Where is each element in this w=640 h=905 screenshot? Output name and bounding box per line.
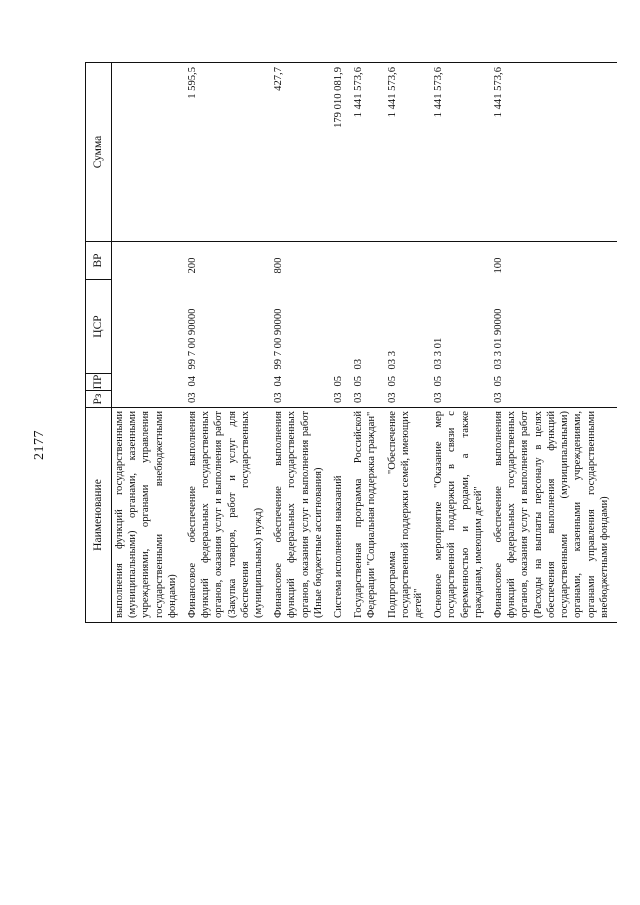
- table-row: [351, 63, 384, 623]
- row-vr: [385, 242, 432, 280]
- row-pr: 05: [433, 375, 445, 387]
- row-csr: 03 3 01: [433, 337, 445, 370]
- table-row: [385, 63, 432, 623]
- row-rz: 03: [493, 392, 505, 403]
- header-rz: Рз: [86, 391, 112, 408]
- row-name: Финансовое обеспечение выполнения функций федеральных государственных органов, оказания услуг и выполнения работ (Расходы на выплаты персоналу в целях обеспечения выполнения функций государственными (муниципальными) органами, казенными учреждениями, органами управления государственными внебюджетными фондами): [491, 408, 617, 623]
- row-rz: 03: [187, 392, 199, 403]
- row-csr: [112, 280, 186, 374]
- row-csr: 03: [353, 358, 365, 370]
- budget-table-rotated: [85, 63, 610, 623]
- row-sum: [112, 63, 186, 242]
- row-name: Подпрограмма "Обеспечение государственной поддержки семей, имеющих детей": [385, 408, 432, 623]
- row-name: Государственная программа Российской Федерации "Социальная поддержка граждан": [351, 408, 384, 623]
- row-sum: 427,7: [271, 63, 331, 242]
- row-pr: 05: [493, 375, 505, 387]
- row-vr: 800: [273, 257, 285, 274]
- row-name: выполнения функций государственными (муниципальными) органами, казенными учреждениями, органами управления государственными внебюджетными фондами): [112, 408, 186, 623]
- row-sum: 1 441 573,6: [385, 63, 432, 242]
- table-row: [271, 63, 331, 623]
- table-header-row: [86, 63, 112, 623]
- row-pr: [112, 374, 186, 391]
- row-rz: 03: [386, 392, 398, 403]
- header-sum: Сумма: [86, 63, 112, 242]
- table-row: [185, 63, 271, 623]
- row-csr: 03 3: [386, 350, 398, 370]
- row-vr: [351, 242, 384, 280]
- row-csr: 03 3 01 90000: [493, 308, 505, 370]
- table-body: [112, 63, 617, 623]
- row-rz: 03: [353, 392, 365, 403]
- row-vr: [331, 242, 351, 280]
- row-pr: 04: [273, 375, 285, 387]
- row-name: Финансовое обеспечение выполнения функций федеральных государственных органов, оказания услуг и выполнения работ (Закупка товаров, работ и услуг для обеспечения государственных (муниципальных) нужд): [185, 408, 271, 623]
- row-name: Система исполнения наказаний: [331, 408, 351, 623]
- header-csr: ЦСР: [86, 280, 112, 374]
- row-vr: 200: [187, 257, 199, 274]
- row-vr: [431, 242, 491, 280]
- row-rz: [112, 391, 186, 408]
- row-name: Финансовое обеспечение выполнения функций федеральных государственных органов, оказания услуг и выполнения работ (Иные бюджетные ассигнования): [271, 408, 331, 623]
- table-row: [331, 63, 351, 623]
- row-rz: 03: [433, 392, 445, 403]
- row-csr: [331, 280, 351, 374]
- row-pr: 05: [353, 375, 365, 387]
- row-name: Основное мероприятие "Оказание мер государственной поддержки в связи с беременностью и родами, а также гражданам, имеющим детей": [431, 408, 491, 623]
- row-csr: 99 7 00 90000: [273, 308, 285, 370]
- header-vr: ВР: [86, 242, 112, 280]
- row-sum: 1 595,5: [185, 63, 271, 242]
- row-csr: 99 7 00 90000: [187, 308, 199, 370]
- row-sum: 1 441 573,6: [431, 63, 491, 242]
- table-row: [491, 63, 617, 623]
- row-pr: 05: [333, 375, 345, 387]
- page-number: 2177: [32, 430, 47, 460]
- row-vr: 100: [493, 257, 505, 274]
- row-pr: 05: [386, 375, 398, 387]
- row-pr: 04: [187, 375, 199, 387]
- table-row: [112, 63, 186, 623]
- row-sum: 179 010 081,9: [331, 63, 351, 242]
- row-sum: 1 441 573,6: [351, 63, 384, 242]
- row-rz: 03: [273, 392, 285, 403]
- row-sum: 1 441 573,6: [491, 63, 617, 242]
- row-vr: [112, 242, 186, 280]
- table-row: [431, 63, 491, 623]
- budget-table: [85, 62, 617, 623]
- header-name: Наименование: [86, 408, 112, 623]
- row-rz: 03: [333, 392, 345, 403]
- header-pr: ПР: [86, 374, 112, 391]
